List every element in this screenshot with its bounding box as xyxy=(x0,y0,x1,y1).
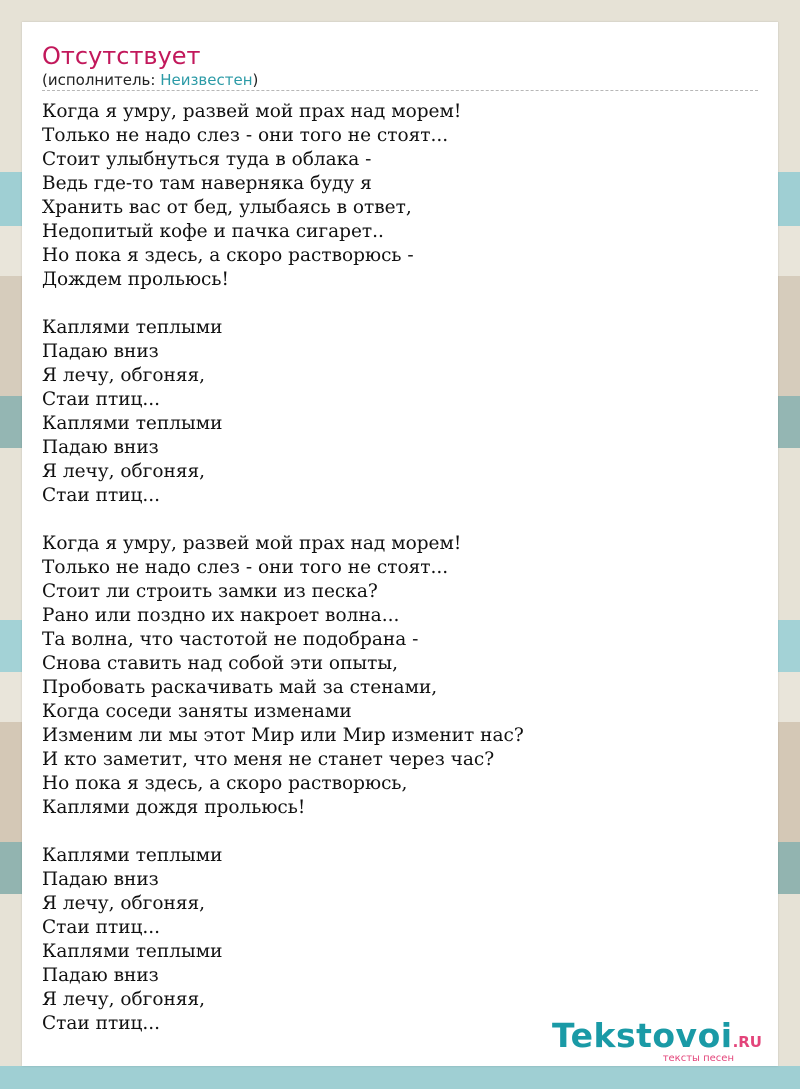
lyrics-text: Когда я умру, развей мой прах над морем! Только не надо слез - они того не стоят... Стоит улыбнуться туда в облака - Ведь где-то там наверняка буду я Хранить вас от бед, улыбаясь в ответ, Недопитый кофе и пачка сигарет.. Но пока я здесь, а скоро растворюсь - Дождем прольюсь! Каплями теплыми Падаю вниз Я лечу, обгоняя, Стаи птиц... Каплями теплыми Падаю вниз Я лечу, обгоняя, Стаи птиц... Когда я умру, развей мой прах над морем! Только не надо слез - они того не стоят... Стоит ли строить замки из песка? Рано или поздно их накроет волна... Та волна, что частотой не подобрана - Снова ставить над собой эти опыты, Пробовать раскачивать май за стенами, Когда соседи заняты изменами Изменим ли мы этот Мир или Мир изменит нас? И кто заметит, что меня не станет через час? Но пока я здесь, а скоро растворюсь, Каплями дождя прольюсь! Каплями теплыми Падаю вниз Я лечу, обгоняя, Стаи птиц... Каплями теплыми Падаю вниз Я лечу, обгоняя, Стаи птиц... xyxy=(42,101,524,1034)
title-divider xyxy=(42,90,758,91)
lyrics-card xyxy=(22,22,778,1066)
logo-tld: .RU xyxy=(732,1033,762,1051)
logo-word: Tekstovoi xyxy=(552,1016,733,1055)
song-title: Отсутствует xyxy=(42,42,201,70)
artist-prefix: (исполнитель: xyxy=(42,71,161,89)
artist-line xyxy=(42,71,258,89)
logo-tagline: тексты песен xyxy=(662,1053,734,1064)
site-logo[interactable] xyxy=(552,1016,770,1064)
artist-suffix: ) xyxy=(252,71,259,89)
artist-link[interactable]: Неизвестен xyxy=(160,71,253,89)
